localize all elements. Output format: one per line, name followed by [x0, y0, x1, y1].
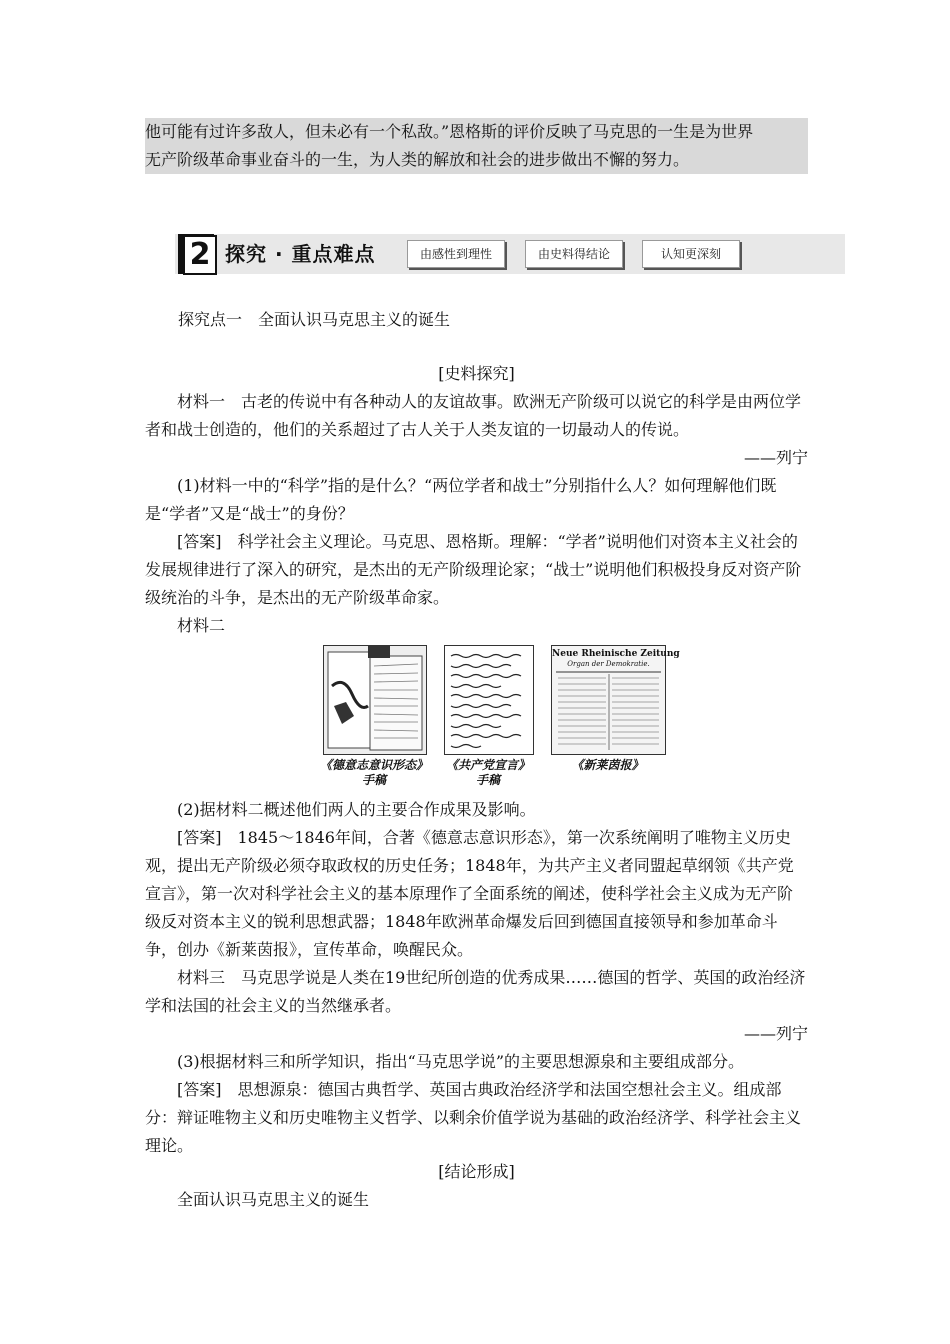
question-2: (2)据材料二概述他们两人的主要合作成果及影响。 — [177, 800, 536, 819]
caption-manifesto-title: 《共产党宣言》 — [445, 758, 530, 772]
question-1: (1)材料一中的“科学”指的是什么？“两位学者和战士”分别指什么人？如何理解他们既是“学者”又是“战士”的身份？ — [145, 476, 777, 523]
material-3-source: ——列宁 — [743, 1024, 808, 1043]
caption-manifesto — [428, 758, 548, 788]
caption-newspaper-title: 《新莱茵报》 — [571, 758, 644, 772]
tag-deeper-understanding: 认知更深刻 — [642, 240, 740, 268]
tag-perception-to-reason: 由感性到理性 — [407, 240, 505, 268]
top-quote-line1: 他可能有过许多敌人，但未必有一个私敌。”恩格斯的评价反映了马克思的一生是为世界 — [145, 122, 754, 141]
conclusion-text: 全面认识马克思主义的诞生 — [177, 1190, 370, 1209]
caption-manifesto-sub: 手稿 — [475, 773, 500, 787]
answer-2: [答案] 1845～1846年间，合著《德意志意识形态》，第一次系统阐明了唯物主义历史观，提出无产阶级必须夺取政权的历史任务；1848年，为共产主义者同盟起草纲领《共产党宣言》，第一次对科学社会主义的基本原理作了全面系统的阐述，使科学社会主义成为无产阶级反对资本主义的锐利思想武器；1848年欧洲革命爆发后回到德国直接领导和参加革命斗争，创办《新莱茵报》，宣传革命，唤醒民众。 — [145, 828, 794, 959]
shiliao-heading: [史料探究] — [438, 364, 515, 383]
figure-neue-rheinische-zeitung — [551, 645, 680, 755]
newspaper-columns-image — [552, 646, 680, 754]
tag-sources-to-conclusion: 由史料得结论 — [525, 240, 623, 268]
caption-german-ideology-title: 《德意志意识形态》 — [319, 758, 428, 772]
manuscript-pages-image — [324, 646, 426, 754]
caption-newspaper — [551, 758, 664, 773]
question-3: (3)根据材料三和所学知识，指出“马克思学说”的主要思想源泉和主要组成部分。 — [177, 1052, 745, 1071]
banner-number: 2 — [183, 235, 217, 275]
handwriting-page-image — [445, 646, 533, 754]
conclusion-heading: [结论形成] — [438, 1162, 515, 1181]
top-quote-line2: 无产阶级革命事业奋斗的一生，为人类的解放和社会的进步做出不懈的努力。 — [145, 150, 690, 169]
section-title: 探究点一 全面认识马克思主义的诞生 — [178, 310, 451, 329]
figure-manifesto-manuscript — [444, 645, 534, 755]
answer-3: [答案] 思想源泉：德国古典哲学、英国古典政治经济学和法国空想社会主义。组成部分：辩证唯物主义和历史唯物主义哲学、以剩余价值学说为基础的政治经济学、科学社会主义理论。 — [145, 1080, 802, 1155]
material-2-label: 材料二 — [177, 616, 226, 635]
newspaper-masthead: Neue Rheinische Zeitung — [552, 649, 680, 659]
top-quote — [145, 118, 808, 174]
caption-german-ideology-sub: 手稿 — [361, 773, 386, 787]
material-3: 材料三 马克思学说是人类在19世纪所创造的优秀成果……德国的哲学、英国的政治经济学和法国的社会主义的当然继承者。 — [145, 968, 806, 1015]
answer-1: [答案] 科学社会主义理论。马克思、恩格斯。理解：“学者”说明他们对资本主义社会的发展规律进行了深入的研究，是杰出的无产阶级理论家；“战士”说明他们积极投身反对资产阶级统治的斗争，是杰出的无产阶级革命家。 — [145, 532, 802, 607]
material-1: 材料一 古老的传说中有各种动人的友谊故事。欧洲无产阶级可以说它的科学是由两位学者和战士创造的，他们的关系超过了古人关于人类友谊的一切最动人的传说。 — [145, 392, 802, 439]
section-banner — [175, 234, 845, 274]
caption-german-ideology — [308, 758, 440, 788]
newspaper-subhead: Organ der Demokratie. — [567, 660, 650, 668]
figure-german-ideology-manuscript — [323, 645, 427, 755]
banner-title: 探究 · 重点难点 — [225, 242, 376, 266]
material-1-source: ——列宁 — [743, 448, 808, 467]
